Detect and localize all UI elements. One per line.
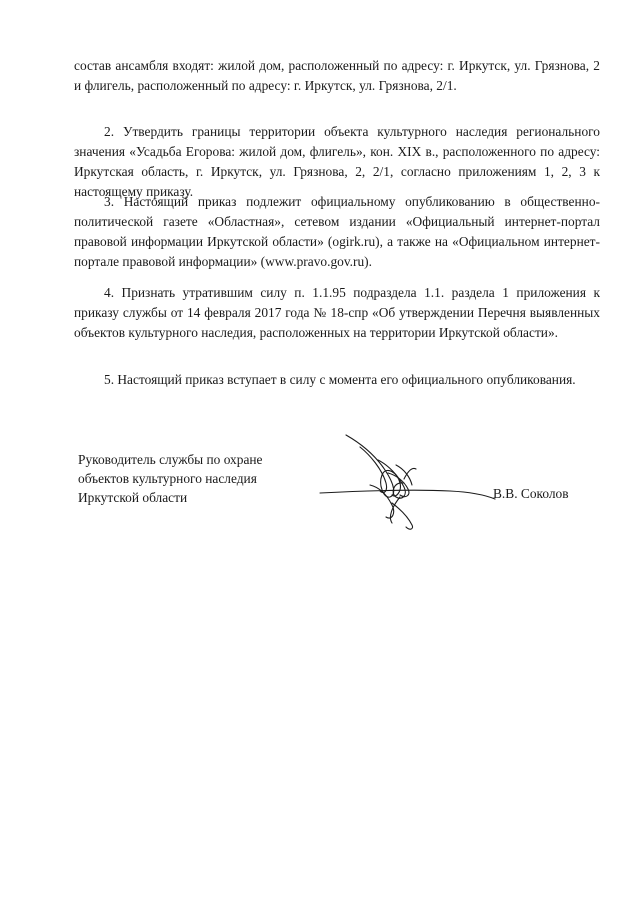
paragraph-3: 3. Настоящий приказ подлежит официальному опубликованию в общественно-политической газете «Областная», сетевом издании «Официальный интернет-портал правовой информации Иркутской области» (ogirk.ru), а также на «Официальном интернет-портале правовой информации» (www.pravo.gov.ru). (74, 194, 600, 269)
paragraph-2: 2. Утвердить границы территории объекта культурного наследия регионального значения «Усадьба Егорова: жилой дом, флигель», кон. XIX в., расположенного по адресу: Иркутская область, г. Иркутск, ул. Грязнова, 2, 2/1, согласно приложениям 1, 2, 3 к настоящему приказу. (74, 124, 600, 199)
signatory-title-line-1: Руководитель службы по охране (78, 452, 263, 467)
paragraph-5: 5. Настоящий приказ вступает в силу с момента его официального опубликования. (104, 372, 576, 387)
signatory-title-line-2: объектов культурного наследия (78, 471, 257, 486)
paragraph-4: 4. Признать утратившим силу п. 1.1.95 подраздела 1.1. раздела 1 приложения к приказу службы от 14 февраля 2017 года № 18-спр «Об утверждении Перечня выявленных объектов культурного наследия, расположенных на территории Иркутской области». (74, 285, 600, 340)
signatory-name: В.В. Соколов (493, 486, 569, 501)
handwritten-signature (300, 425, 500, 535)
paragraph-continued: состав ансамбля входят: жилой дом, расположенный по адресу: г. Иркутск, ул. Грязнова, 2 и флигель, расположенный по адресу: г. Иркутск, ул. Грязнова, 2/1. (74, 58, 600, 93)
signatory-title (78, 450, 338, 507)
signatory-title-line-3: Иркутской области (78, 490, 188, 505)
